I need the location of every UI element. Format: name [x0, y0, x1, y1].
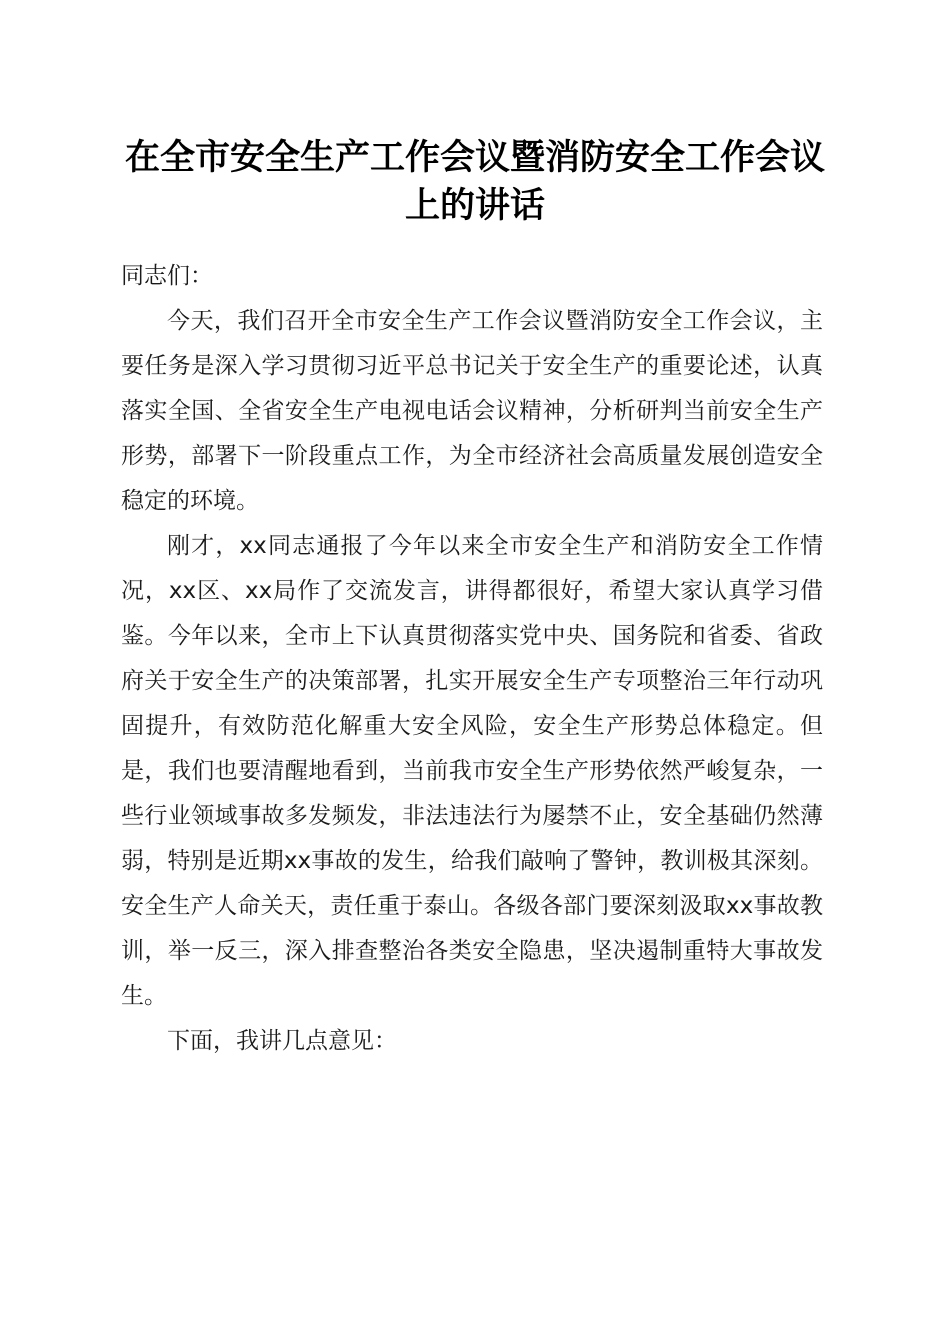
document-title — [110, 134, 840, 230]
paragraph-1: 今天，我们召开全市安全生产工作会议暨消防安全工作会议，主要任务是深入学习贯彻习近平总书记关于安全生产的重要论述，认真落实全国、全省安全生产电视电话会议精神，分析研判当前安全生产形势，部署下一阶段重点工作，为全市经济社会高质量发展创造安全稳定的环境。 — [121, 308, 823, 514]
document-body — [121, 254, 823, 1064]
salutation: 同志们： — [121, 263, 213, 289]
title-line-2: 上的讲话 — [404, 185, 545, 226]
paragraph-3: 下面，我讲几点意见： — [167, 1028, 397, 1054]
title-line-1: 在全市安全生产工作会议暨消防安全工作会议 — [124, 137, 825, 178]
paragraph-2: 刚才，xx同志通报了今年以来全市安全生产和消防安全工作情况，xx区、xx局作了交流发言，讲得都很好，希望大家认真学习借鉴。今年以来，全市上下认真贯彻落实党中央、国务院和省委、省政府关于安全生产的决策部署，扎实开展安全生产专项整治三年行动巩固提升，有效防范化解重大安全风险，安全生产形势总体稳定。但是，我们也要清醒地看到，当前我市安全生产形势依然严峻复杂，一些行业领域事故多发频发，非法违法行为屡禁不止，安全基础仍然薄弱，特别是近期xx事故的发生，给我们敲响了警钟，教训极其深刻。安全生产人命关天，责任重于泰山。各级各部门要深刻汲取xx事故教训，举一反三，深入排查整治各类安全隐患，坚决遏制重特大事故发生。 — [121, 533, 823, 1009]
